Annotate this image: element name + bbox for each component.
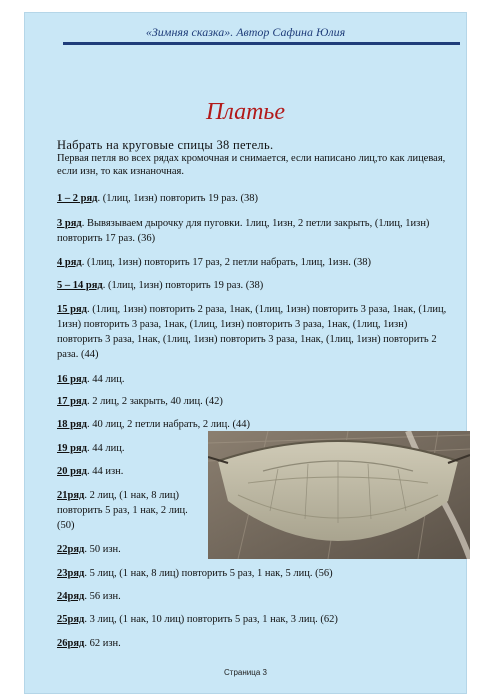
row-label: 4 ряд: [57, 257, 82, 268]
page-number: Страница 3: [224, 668, 267, 677]
row-text: . 44 изн.: [86, 466, 124, 477]
row-instruction: [57, 394, 452, 409]
row-text: . 62 изн.: [84, 638, 121, 649]
row-instruction: [57, 255, 452, 270]
row-text: . 44 лиц.: [86, 443, 125, 454]
row-text: . (1лиц, 1изн) повторить 17 раз, 2 петли набрать, 1лиц, 1изн. (38): [81, 257, 371, 268]
row-text: . Вывязываем дырочку для пуговки. 1лиц, 1изн, 2 петли закрыть, (1лиц, 1изн) повторить 17 раз. (36): [57, 218, 430, 244]
row-instruction: [57, 464, 202, 479]
row-text: . 3 лиц, (1 нак, 10 лиц) повторить 5 раз, 1 нак, 3 лиц. (62): [84, 614, 338, 625]
row-instruction: [57, 441, 202, 456]
header-rule: [63, 42, 460, 45]
row-text: . 40 лиц, 2 петли набрать, 2 лиц. (44): [86, 419, 251, 430]
header-title: «Зимняя сказка». Автор Сафина Юлия: [145, 25, 346, 39]
row-text: . 5 лиц, (1 нак, 8 лиц) повторить 5 раз, 1 нак, 5 лиц. (56): [84, 568, 333, 579]
row-text: . 44 лиц.: [86, 374, 125, 385]
row-label: 5 – 14 ряд: [57, 280, 103, 291]
row-label: 24ряд: [57, 591, 85, 602]
row-text: . 50 изн.: [84, 544, 121, 555]
knitting-photo: [208, 431, 470, 559]
row-label: 16 ряд: [57, 374, 87, 385]
row-text: . 2 лиц, (1 нак, 8 лиц) повторить 5 раз, 1 нак, 2 лиц. (50): [57, 490, 188, 531]
intro-text: [57, 139, 450, 178]
row-label: 18 ряд: [57, 419, 87, 430]
row-text: . (1лиц, 1изн) повторить 19 раз. (38): [97, 193, 259, 204]
document-title: Платье: [206, 99, 285, 125]
row-instruction: [57, 372, 452, 387]
row-label: 23ряд: [57, 568, 85, 579]
row-label: 3 ряд: [57, 218, 82, 229]
row-label: 20 ряд: [57, 466, 87, 477]
row-text: . (1лиц, 1изн) повторить 2 раза, 1нак, (1лиц, 1изн) повторить 3 раза, 1нак, (1лиц, 1изн) повторить 3 раза, 1нак, (1лиц, 1изн) повторить 3 раза, 1нак, (1лиц, 1изн) повторить 3 раза, 1нак, (1лиц, 1изн) повторить 3 раза, 1нак, (1лиц, 1изн) повторить 2 раза. (44): [57, 304, 447, 360]
row-label: 25ряд: [57, 614, 85, 625]
row-text: . 56 изн.: [84, 591, 121, 602]
intro-line-2: Первая петля во всех рядах кромочная и снимается, если написано лиц,то как лицевая, если изн, то как изнаночная.: [57, 153, 446, 177]
row-instruction: [57, 216, 452, 246]
row-instruction: [57, 278, 452, 293]
row-instruction: [57, 612, 452, 627]
knitted-yoke-illustration: [208, 431, 470, 559]
row-instruction: [57, 636, 452, 651]
row-label: 1 – 2 ряд: [57, 193, 98, 204]
row-instruction: [57, 302, 452, 362]
row-instruction: [57, 589, 452, 604]
row-label: 19 ряд: [57, 443, 87, 454]
row-instruction: [57, 417, 452, 432]
row-label: 22ряд: [57, 544, 85, 555]
row-instruction: [57, 488, 202, 533]
row-label: 26ряд: [57, 638, 85, 649]
row-text: . 2 лиц, 2 закрыть, 40 лиц. (42): [86, 396, 223, 407]
row-instruction: [57, 191, 452, 206]
row-label: 21ряд: [57, 490, 85, 501]
row-instruction: [57, 566, 452, 581]
intro-line-1: Набрать на круговые спицы 38 петель.: [57, 138, 274, 152]
row-label: 15 ряд: [57, 304, 87, 315]
document-page: [24, 12, 467, 694]
row-label: 17 ряд: [57, 396, 87, 407]
row-text: . (1лиц, 1изн) повторить 19 раз. (38): [102, 280, 264, 291]
row-instruction: [57, 542, 202, 557]
